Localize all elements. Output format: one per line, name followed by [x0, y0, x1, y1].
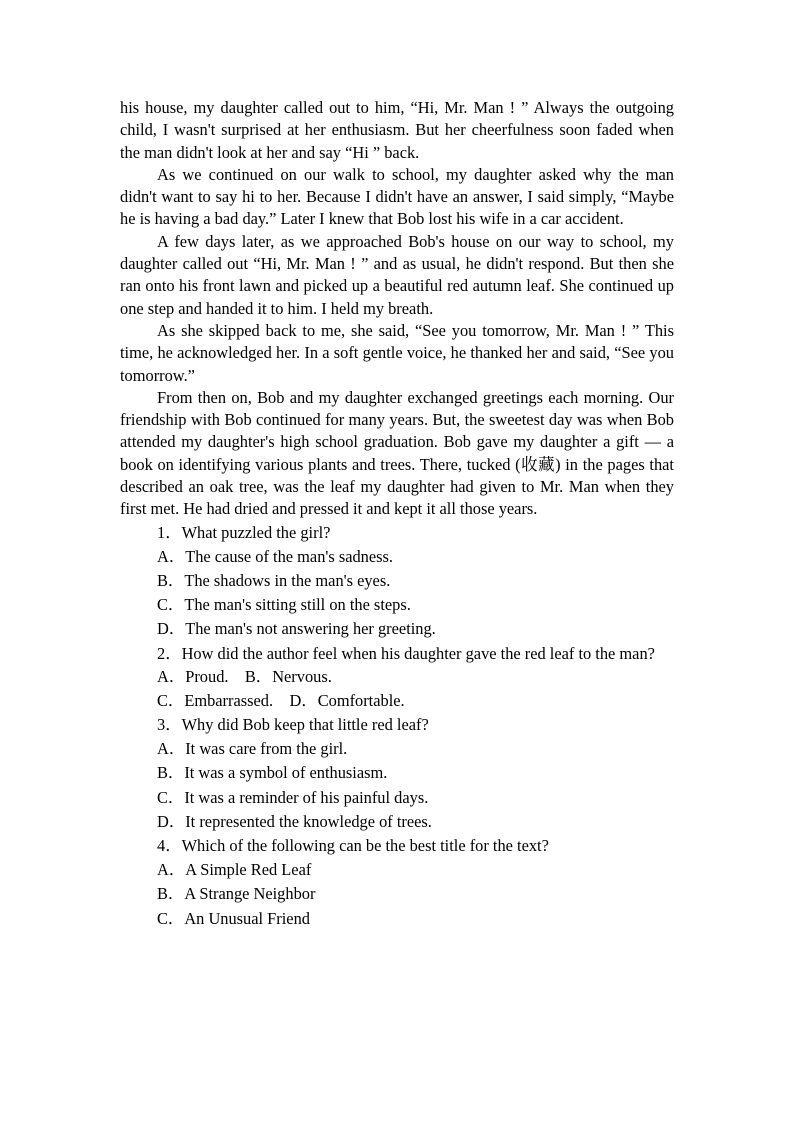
- answer-option: C．The man's sitting still on the steps.: [157, 595, 411, 615]
- document-body: [120, 97, 674, 931]
- passage-paragraph: As we continued on our walk to school, my daughter asked why the man didn't want to say hi to her. Because I didn't have an answer, I said simply, “Maybe he is having a bad day.” Later I knew that Bob lost his wife in a car accident.: [120, 164, 674, 229]
- answer-option: B．It was a symbol of enthusiasm.: [157, 763, 388, 783]
- answer-option: A．A Simple Red Leaf: [157, 860, 312, 880]
- question-stem: 4．Which of the following can be the best title for the text?: [157, 836, 549, 856]
- question-stem: 2．How did the author feel when his daughter gave the red leaf to the man?: [157, 643, 655, 663]
- question-stem: 1．What puzzled the girl?: [157, 522, 331, 542]
- question-2: [120, 642, 674, 713]
- question-list: [120, 521, 674, 931]
- passage-paragraph: A few days later, as we approached Bob's house on our way to school, my daughter called out “Hi, Mr. Man ! ” and as usual, he didn't respond. But then she ran onto his front lawn and picked up a beautiful red autumn leaf. She continued up one step and handed it to him. I held my breath.: [120, 231, 674, 318]
- question-3: [120, 713, 674, 834]
- passage-paragraph: From then on, Bob and my daughter exchanged greetings each morning. Our friendship with Bob continued for many years. But, the sweetest day was when Bob attended my daughter's high school graduation. Bob gave my daughter a gift — a book on identifying various plants and trees. There, tucked (收藏) in the pages that described an oak tree, was the leaf my daughter had given to Mr. Man when they first met. He had dried and pressed it and kept it all those years.: [120, 387, 674, 519]
- reading-passage: [120, 97, 674, 521]
- answer-option: D．The man's not answering her greeting.: [157, 619, 436, 639]
- question-1: [120, 521, 674, 642]
- answer-option: D．It represented the knowledge of trees.: [157, 811, 432, 831]
- answer-option: C．Embarrassed. D．Comfortable.: [157, 690, 405, 710]
- question-4: [120, 834, 674, 931]
- answer-option: C．It was a reminder of his painful days.: [157, 787, 429, 807]
- answer-option: B．The shadows in the man's eyes.: [157, 571, 391, 591]
- passage-paragraph: As she skipped back to me, she said, “See you tomorrow, Mr. Man ! ” This time, he acknowledged her. In a soft gentle voice, he thanked her and said, “See you tomorrow.”: [120, 320, 674, 385]
- answer-option: B．A Strange Neighbor: [157, 884, 316, 904]
- answer-option: A．The cause of the man's sadness.: [157, 546, 393, 566]
- passage-paragraph: his house, my daughter called out to him, “Hi, Mr. Man ! ” Always the outgoing child, I wasn't surprised at her enthusiasm. But her cheerfulness soon faded when the man didn't look at her and say “Hi ” back.: [120, 98, 674, 162]
- answer-option: A．Proud. B．Nervous.: [157, 666, 332, 686]
- answer-option: C．An Unusual Friend: [157, 908, 310, 928]
- answer-option: A．It was care from the girl.: [157, 739, 348, 759]
- question-stem: 3．Why did Bob keep that little red leaf?: [157, 715, 429, 735]
